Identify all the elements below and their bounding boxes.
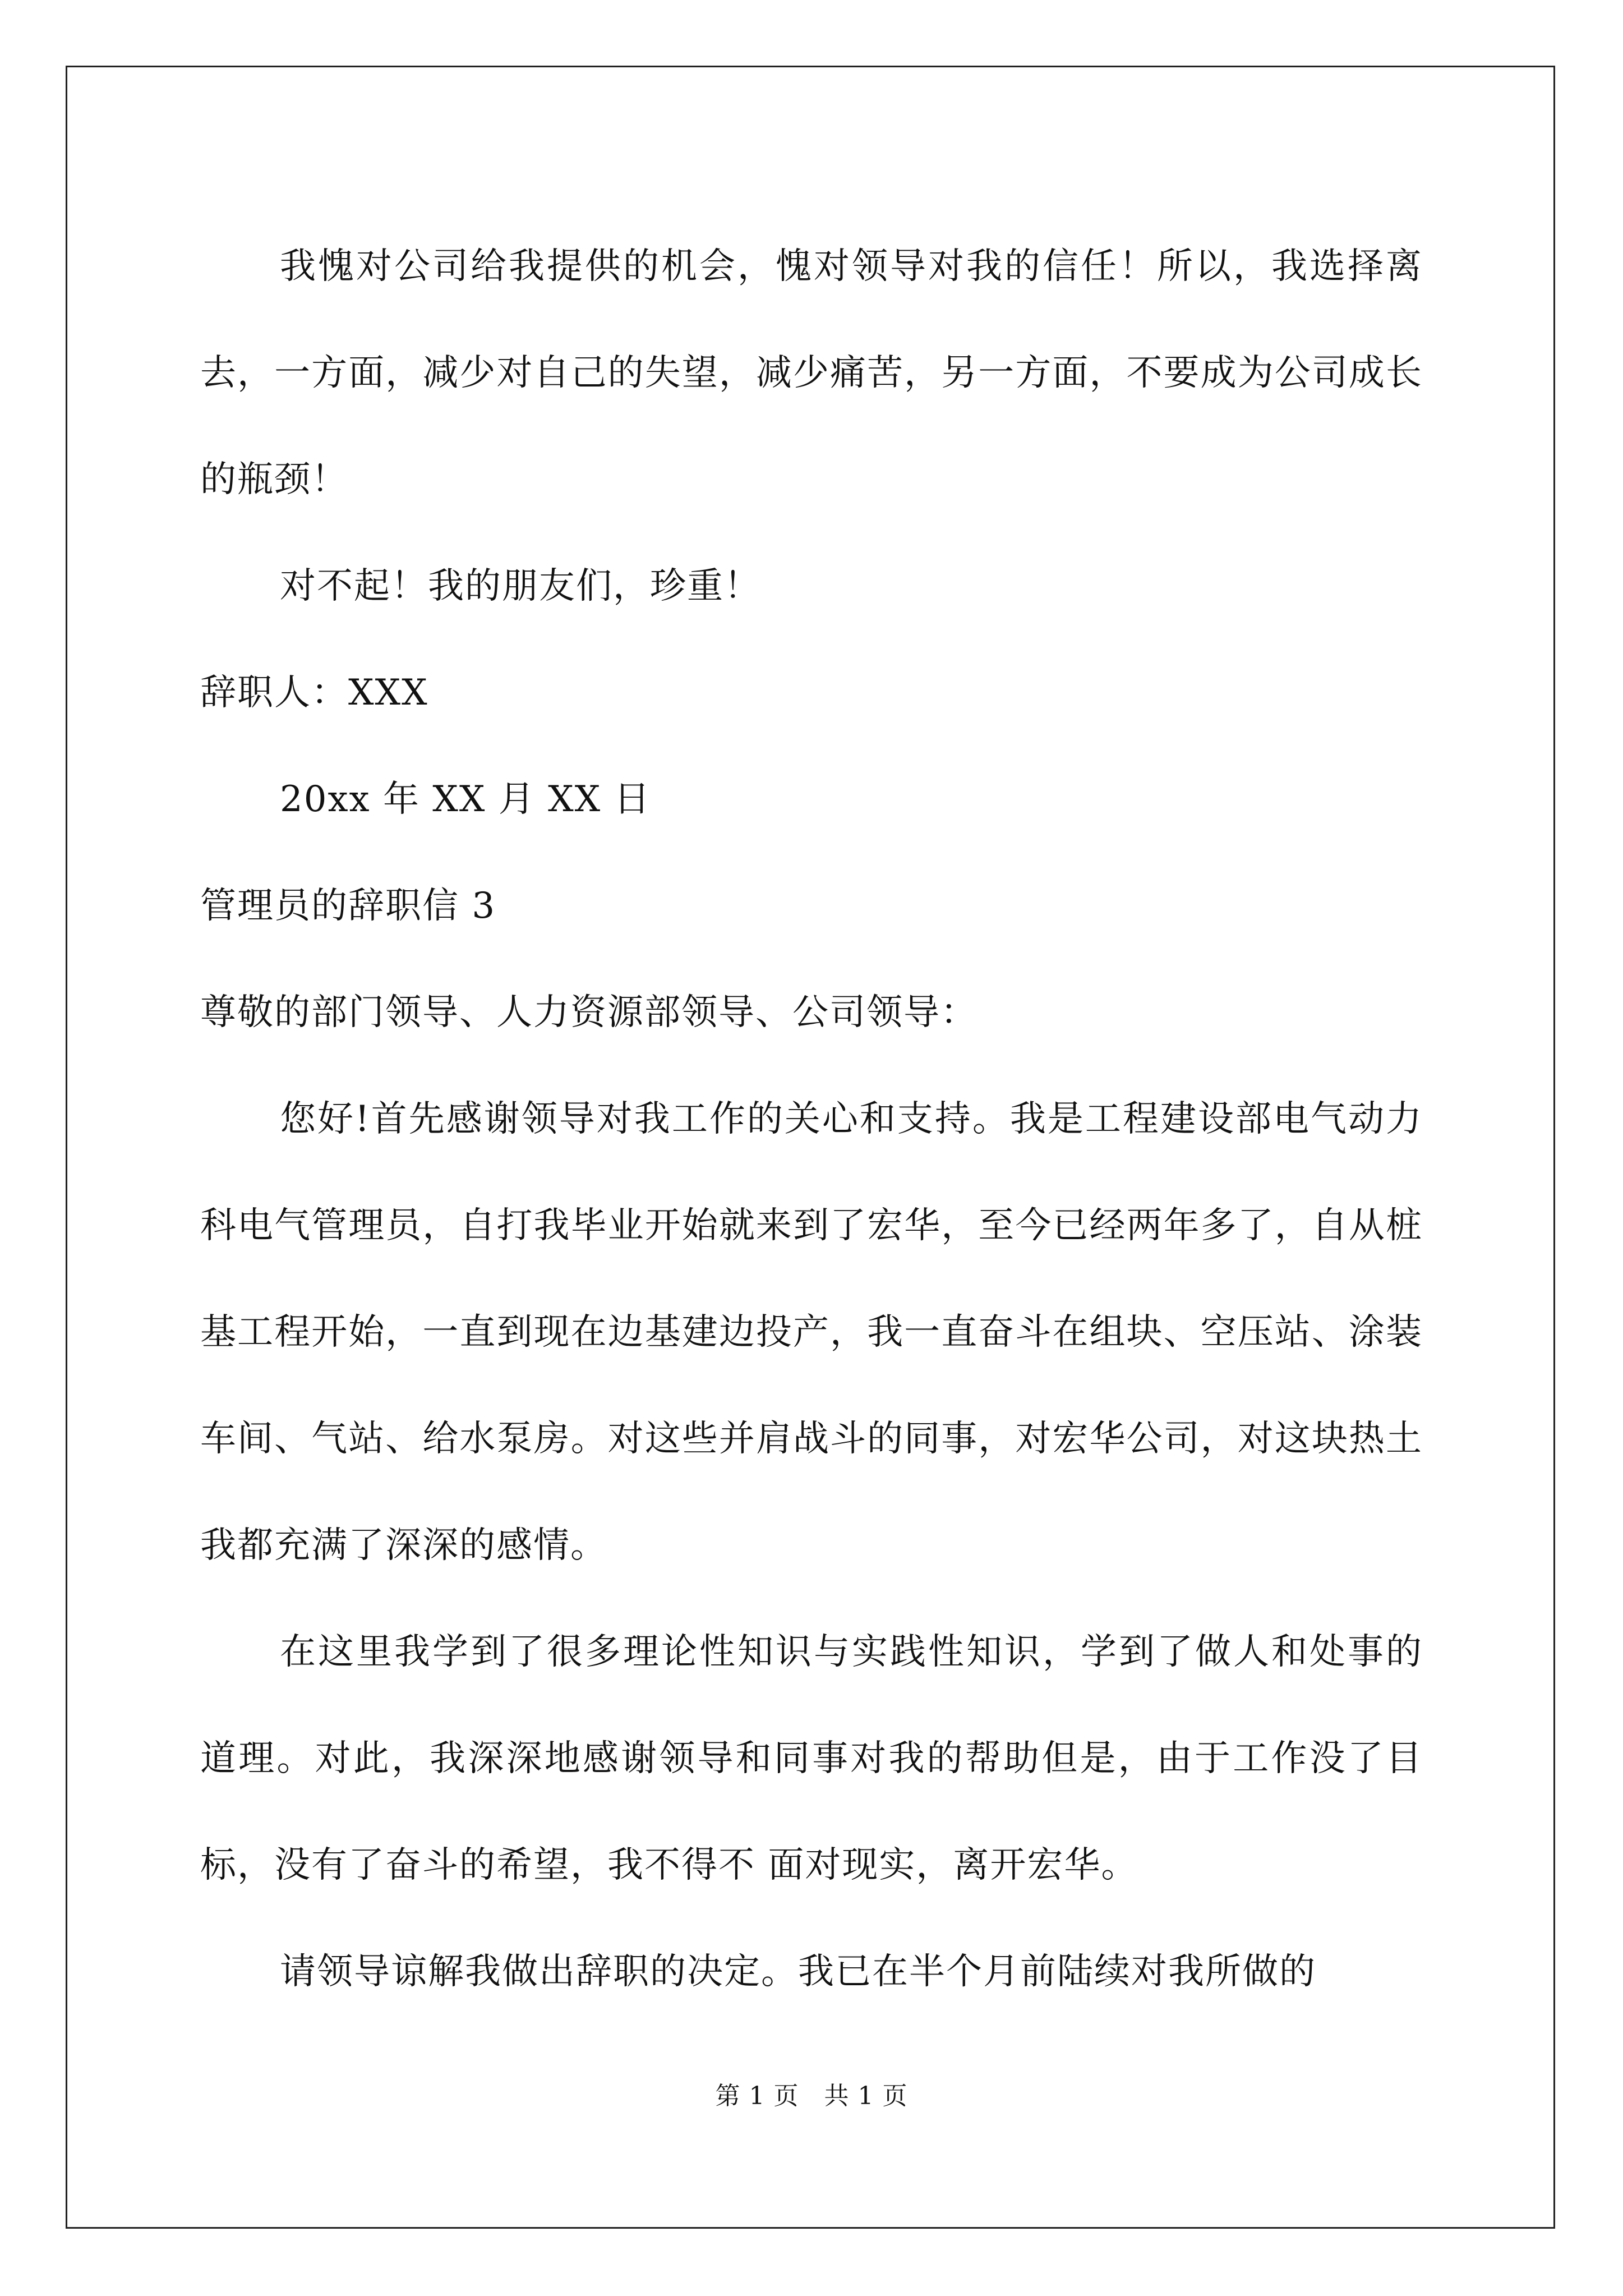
salutation: 尊敬的部门领导、人力资源部领导、公司领导： [200,992,978,1033]
page-number-footer: 第 1 页 共 1 页 [715,2082,908,2110]
paragraph-apology: 我愧对公司给我提供的机会，愧对领导对我的信任！所以，我选择离去，一方面，减少对自己的失望，减少痛苦，另一方面，不要成为公司成长的瓶颈！ [200,246,1423,500]
paragraph-farewell: 对不起！我的朋友们，珍重！ [280,565,761,607]
paragraph-introduction: 您好!首先感谢领导对我工作的关心和支持。我是工程建设部电气动力科电气管理员，自打我毕业开始就来到了宏华，至今已经两年多了，自从桩基工程开始，一直到现在边基建边投产，我一直奋斗在组块、空压站、涂装车间、气站、给水泵房。对这些并肩战斗的同事，对宏华公司，对这块热土我都充满了深深的感情。 [200,1098,1423,1566]
section-title: 管理员的辞职信 3 [200,885,496,927]
paragraph-request: 请领导谅解我做出辞职的决定。我已在半个月前陆续对我所做的 [280,1951,1316,1993]
date-line: 20xx 年 XX 月 XX 日 [280,779,651,820]
paragraph-reason: 在这里我学到了很多理论性知识与实践性知识，学到了做人和处事的道理。对此，我深深地感谢领导和同事对我的帮助但是，由于工作没了目标，没有了奋斗的希望，我不得不 面对现实，离开宏华。 [200,1631,1423,1886]
document-body [200,213,1423,2025]
signature-line: 辞职人：XXX [200,672,428,714]
